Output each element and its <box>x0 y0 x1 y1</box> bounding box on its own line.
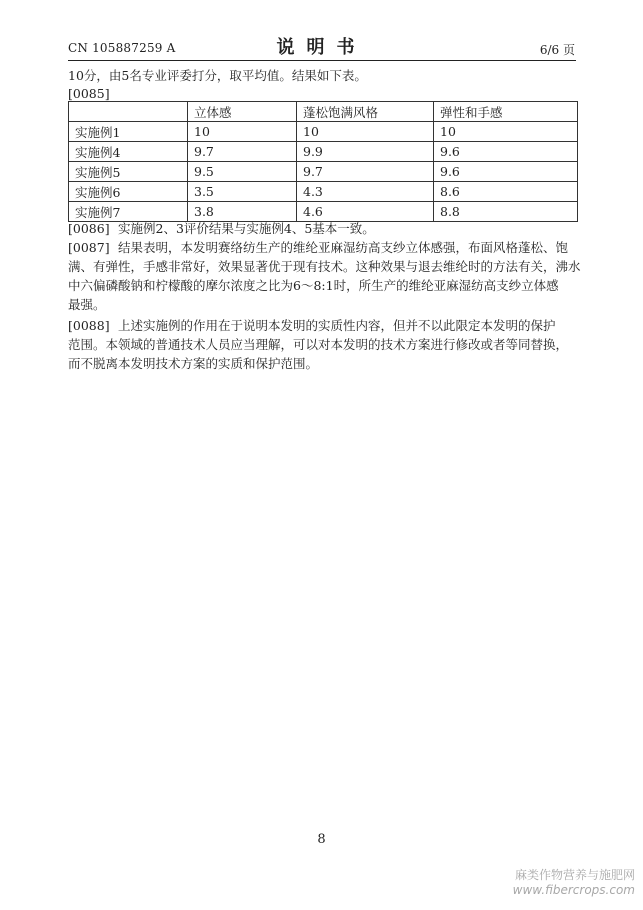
paragraph-line <box>68 219 578 238</box>
paragraph-line: 范围。本领域的普通技术人员应当理解，可以对本发明的技术方案进行修改或者等同替换， <box>68 337 569 352</box>
header-rule <box>68 60 576 61</box>
table-cell: 实施例6 <box>69 182 188 202</box>
table-cell: 9.7 <box>297 162 434 182</box>
patent-number: CN 105887259 A <box>68 41 176 55</box>
table-cell: 4.3 <box>297 182 434 202</box>
table-cell: 10 <box>297 122 434 142</box>
paragraph-text: 实施例2、3评价结果与实施例4、5基本一致。 <box>118 221 375 236</box>
table-header-cell <box>69 102 188 122</box>
paragraph-text: 上述实施例的作用在于说明本发明的实质性内容，但并不以此限定本发明的保护 <box>118 318 556 333</box>
paragraph-line: 中六偏磷酸钠和柠檬酸的摩尔浓度之比为6～8:1时，所生产的维纶亚麻湿纺高支纱立体感 <box>68 278 559 293</box>
table-cell: 实施例4 <box>69 142 188 162</box>
paragraph-line: 最强。 <box>68 297 106 312</box>
paragraph-tag: [0087] <box>68 240 110 255</box>
paragraph-text: 结果表明，本发明赛络纺生产的维纶亚麻湿纺高支纱立体感强，布面风格蓬松、饱 <box>118 240 569 255</box>
table-cell: 4.6 <box>297 202 434 222</box>
paragraph-line <box>68 238 578 257</box>
paragraph-0088 <box>68 316 578 373</box>
table-cell: 3.8 <box>188 202 297 222</box>
table-header-cell: 蓬松饱满风格 <box>297 102 434 122</box>
document-title: 说明书 <box>276 37 367 58</box>
paragraph-line: 而不脱离本发明技术方案的实质和保护范围。 <box>68 356 319 371</box>
table-cell: 10 <box>188 122 297 142</box>
table-cell: 10 <box>434 122 578 142</box>
paragraph-tag: [0085] <box>68 86 110 101</box>
table-row <box>69 162 578 182</box>
paragraph-tag: [0088] <box>68 318 110 333</box>
table-cell: 9.9 <box>297 142 434 162</box>
table-cell: 实施例1 <box>69 122 188 142</box>
paragraph-line: 满、有弹性，手感非常好，效果显著优于现有技术。这种效果与退去维纶时的方法有关，沸水 <box>68 259 581 274</box>
page-label: 6/6 页 <box>539 43 575 57</box>
watermark-url: www.fibercrops.com <box>512 883 635 897</box>
paragraph-0087 <box>68 238 581 314</box>
table-header-cell: 立体感 <box>188 102 297 122</box>
table-row <box>69 182 578 202</box>
table-cell: 9.6 <box>434 162 578 182</box>
table-cell: 9.7 <box>188 142 297 162</box>
intro-paragraph <box>68 66 578 85</box>
table-header-cell: 弹性和手感 <box>434 102 578 122</box>
table-cell: 9.5 <box>188 162 297 182</box>
table-cell: 实施例5 <box>69 162 188 182</box>
table-cell: 9.6 <box>434 142 578 162</box>
table-cell: 实施例7 <box>69 202 188 222</box>
page-number: 8 <box>317 832 326 847</box>
paragraph-0086 <box>68 219 578 238</box>
table-cell: 3.5 <box>188 182 297 202</box>
paragraph-line <box>68 316 578 335</box>
site-watermark <box>513 868 635 898</box>
results-table <box>68 101 578 222</box>
paragraph-tag: [0086] <box>68 221 110 236</box>
table-cell: 8.6 <box>434 182 578 202</box>
table-header-row <box>69 102 578 122</box>
table-cell: 8.8 <box>434 202 578 222</box>
watermark-name: 麻类作物营养与施肥网 <box>514 868 635 882</box>
intro-line: 10分，由5名专业评委打分，取平均值。结果如下表。 <box>68 68 367 83</box>
table-row <box>69 142 578 162</box>
table-row <box>69 122 578 142</box>
